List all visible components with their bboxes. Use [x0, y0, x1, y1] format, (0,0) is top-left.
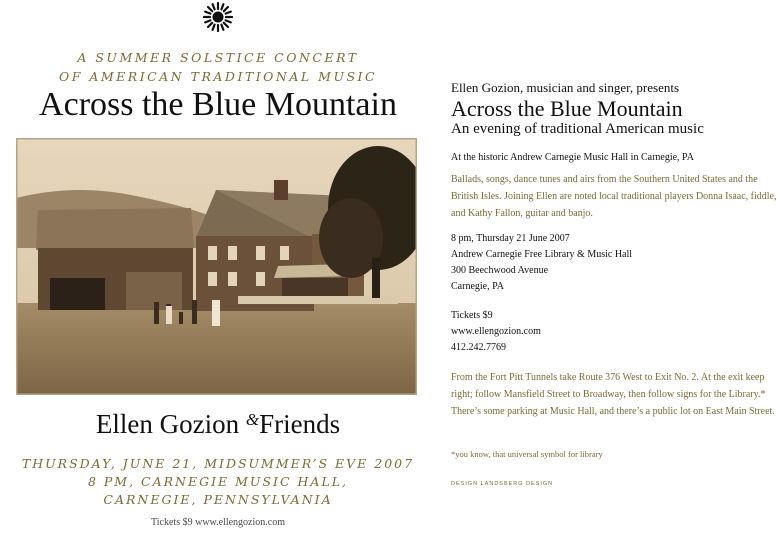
poster-tickets-line: Tickets $9 www.ellengozion.com [151, 517, 285, 528]
sunburst-logo-icon [203, 2, 233, 32]
poster-date-line-2: 8 PM, CARNEGIE MUSIC HALL, [87, 474, 349, 489]
event-description: Ballads, songs, dance tunes and airs from the Southern United States and the British Isles. Joining Ellen are noted local traditional players Donna Isaac, fiddle, and Kathy Fallon, guitar and banjo. [451, 174, 777, 219]
directions-text: From the Fort Pitt Tunnels take Route 376 West to Exit No. 2. At the exit keep right; follow Mansfield Street to Broadway, then follow signs for the Library.* There’s some parking at Music Hall, and there’s a public lot on East Main Street. [451, 372, 775, 417]
phone-number: 412.242.7769 [451, 342, 506, 353]
poster-date-line-1: THURSDAY, JUNE 21, MIDSUMMER’S EVE 2007 [21, 456, 415, 471]
event-subtitle: An evening of traditional American music [451, 121, 704, 137]
tickets-price: Tickets $9 [451, 310, 493, 321]
poster-kicker-line-1: A SUMMER SOLSTICE CONCERT [77, 50, 359, 65]
event-datetime: 8 pm, Thursday 21 June 2007 [451, 233, 570, 244]
performer-name: Ellen Gozion [95, 409, 240, 439]
poster-title: Across the Blue Mountain [39, 86, 397, 123]
venue-address: 300 Beechwood Avenue [451, 265, 549, 276]
event-title: Across the Blue Mountain [451, 96, 683, 121]
ampersand: & [245, 410, 260, 429]
poster-performer-name [0, 409, 436, 440]
farmhouse-photo [16, 138, 417, 395]
website-link[interactable]: www.ellengozion.com [451, 326, 541, 337]
footnote: *you know, that universal symbol for library [451, 449, 603, 459]
venue-city: Carnegie, PA [451, 281, 504, 292]
venue-line: At the historic Andrew Carnegie Music Hall in Carnegie, PA [451, 152, 694, 163]
venue-name: Andrew Carnegie Free Library & Music Hall [451, 249, 633, 260]
poster-date-line-3: CARNEGIE, PENNSYLVANIA [103, 492, 333, 507]
design-credit: DESIGN LANDSBERG DESIGN [451, 481, 554, 487]
poster-kicker-line-2: OF AMERICAN TRADITIONAL MUSIC [58, 69, 378, 84]
presenter-line: Ellen Gozion, musician and singer, presents [451, 80, 680, 95]
friends-label: Friends [259, 409, 341, 439]
